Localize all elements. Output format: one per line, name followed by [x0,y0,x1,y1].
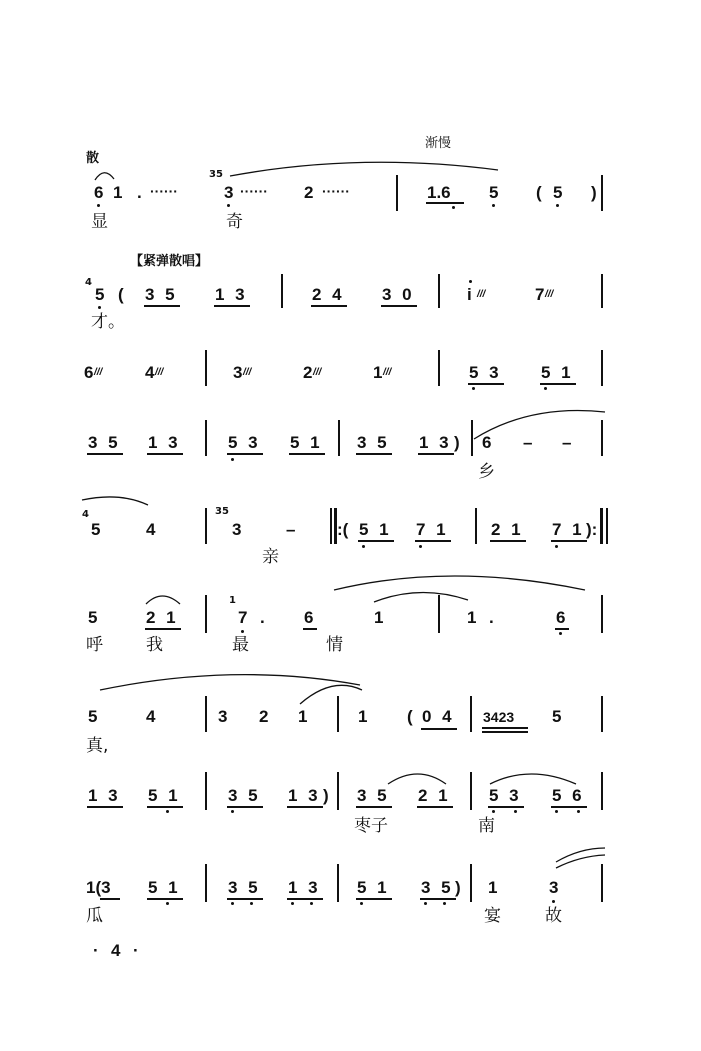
underline [420,898,456,900]
underline [147,806,183,808]
underline [100,898,120,900]
barline [470,864,472,902]
note: 3 [549,878,559,897]
note-group: 5 1 [357,878,387,897]
slur [556,848,605,862]
note: 5 [553,183,563,202]
lyric: 呼 [86,635,103,655]
barline [601,595,603,633]
slur [82,497,148,505]
note: 1 [467,608,477,627]
slur [100,675,360,690]
note: 7 [238,608,248,627]
note: i [467,285,472,304]
lyric: 故 [545,906,562,926]
low-dot [443,902,446,905]
tremolo-mark: /// [477,289,486,300]
note: 3 [218,707,228,726]
low-dot [97,204,100,207]
low-dot [544,387,547,390]
note-group: 3 5 [228,786,258,805]
note: 3 [224,183,234,202]
note-group: 3 0 [382,285,412,304]
underline [551,806,587,808]
lyric: 宴 [484,906,501,926]
barline [470,772,472,810]
underline [415,540,451,542]
note: 6 [304,608,314,627]
note: 5 [88,608,98,627]
grace-note: 35 [215,506,229,517]
underline [287,806,323,808]
low-dot [291,902,294,905]
low-dot [514,810,517,813]
slur [300,685,362,704]
note-group: 5 1 [359,520,389,539]
underline [227,453,263,455]
underline [540,383,576,385]
tremolo-mark: /// [243,367,252,378]
note: 4 [145,363,155,382]
lyric: 瓜 [86,906,103,926]
note-group: 5 1 [148,786,178,805]
paren-close: ) [455,878,461,897]
underline [381,305,417,307]
low-dot [452,206,455,209]
fermata-dots: ······ [150,183,178,199]
low-dot [166,902,169,905]
low-dot [492,810,495,813]
note-group: 1 3 [148,433,178,452]
slur [556,855,605,868]
dash: – [523,433,533,452]
underline [418,453,454,455]
barline [601,864,603,902]
note-group: 1(3 [86,878,111,897]
underline [490,540,526,542]
note-group: 1 3 [288,878,318,897]
note: 4 [146,520,156,539]
low-dot [231,902,234,905]
low-dot [362,545,365,548]
note-group: 0 4 [422,707,452,726]
underline [551,540,587,542]
note: 6 [84,363,94,382]
low-dot [241,630,244,633]
note: 5 [95,285,105,304]
barline [601,350,603,386]
note: . [137,183,142,202]
barline [205,595,207,633]
note: 5 [489,183,499,202]
paren-close: ) [323,786,329,805]
barline [281,274,283,308]
barline [606,508,608,544]
barline [601,696,603,732]
lyric: 我 [146,635,163,655]
lyric: 枣子 [354,816,388,836]
underline [421,728,457,730]
low-dot [419,545,422,548]
note-group: 3 5 [145,285,175,304]
note: 7 [535,285,545,304]
barline [205,350,207,386]
underline [356,453,392,455]
tempo-mark-jianman: 渐慢 [425,136,452,151]
lyric: 真, [86,736,109,756]
tremolo-mark: /// [94,367,103,378]
grace-note: 1 [229,595,236,606]
underline [147,898,183,900]
note: 3 [232,520,242,539]
low-dot [424,902,427,905]
barline-thick [600,508,603,544]
page-number-dot: · [93,941,99,960]
note: 5 [552,707,562,726]
note-group: 2 1 [146,608,176,627]
barline [205,772,207,810]
barline-thick [334,508,337,544]
high-dot [469,280,472,283]
barline [330,508,332,544]
note: 5 [91,520,101,539]
low-dot [555,545,558,548]
lyric: 情 [326,635,343,655]
grace-note: 4 [82,509,89,520]
page-number-dot: · [133,941,139,960]
note: . [260,608,265,627]
note: 1 [298,707,308,726]
low-dot [360,902,363,905]
underline [356,898,392,900]
barline [337,696,339,732]
underline [214,305,250,307]
note: 2 [259,707,269,726]
underline [289,453,325,455]
barline [601,420,603,456]
barline [438,350,440,386]
note-group: 5 1 [541,363,571,382]
note-group: 5 3 [228,433,258,452]
underline [227,898,263,900]
low-dot [98,306,101,309]
paren-open: ( [118,285,124,304]
underline [311,305,347,307]
barline [601,175,603,211]
tremolo-mark: /// [313,367,322,378]
low-dot [166,810,169,813]
dash: – [286,520,296,539]
paren-close: ) [591,183,597,202]
underline [303,628,317,630]
underline [147,453,183,455]
low-dot [556,204,559,207]
note-group: 5 6 [552,786,582,805]
note-group: 7 1 [416,520,446,539]
repeat-close: ): [586,520,598,539]
slur [334,576,585,590]
low-dot [492,204,495,207]
sanban-mark: 散 [86,151,100,166]
note-group: 2 1 [418,786,448,805]
note: 3 [233,363,243,382]
low-dot [472,387,475,390]
note-group: 3 5 [88,433,118,452]
note-group: 1 3 [215,285,245,304]
grace-note: 35 [209,169,223,180]
note-group: 2 1 [491,520,521,539]
barline [205,864,207,902]
low-dot [227,204,230,207]
slur [95,173,114,180]
paren-open: ( [407,707,413,726]
note-group: 3 5 [421,878,451,897]
barline [475,508,477,544]
barline [601,274,603,308]
page-number: 4 [111,941,121,960]
note: 6 [94,183,104,202]
lyric: 才。 [91,312,125,332]
low-dot [552,900,555,903]
lyric: 显 [91,212,108,232]
underline [482,727,528,729]
underline [488,806,524,808]
section-title: 【紧弹散唱】 [130,254,209,269]
underline [87,453,123,455]
underline [482,731,528,733]
underline [287,898,323,900]
barline [338,420,340,456]
underline [426,202,464,204]
slur [474,411,605,439]
slur [490,774,576,784]
note-group: 5 3 [489,786,519,805]
barline [337,864,339,902]
note-group: 5 3 [469,363,499,382]
note: 2 [303,363,313,382]
barline [205,696,207,732]
slur [146,596,180,604]
low-dot [310,902,313,905]
note: 6 [482,433,492,452]
fermata-dots: ······ [322,183,350,199]
underline [555,628,569,630]
barline [396,175,398,211]
note: 1 [488,878,498,897]
underline [144,305,180,307]
note: 1 [373,363,383,382]
note-group: 2 4 [312,285,342,304]
dash: – [562,433,572,452]
note: 6 [556,608,566,627]
fermata-dots: ······ [240,183,268,199]
note-group: 3 5 [357,433,387,452]
barline [438,274,440,308]
tremolo-mark: /// [383,367,392,378]
low-dot [559,632,562,635]
slur [374,592,468,602]
note: 1 [374,608,384,627]
low-dot [231,458,234,461]
note-group: 5 1 [290,433,320,452]
lyric: 奇 [226,212,243,232]
barline [205,420,207,456]
lyric: 乡 [478,462,495,482]
underline [468,383,504,385]
barline [438,595,440,633]
lyric: 亲 [262,547,279,567]
low-dot [250,902,253,905]
barline [205,508,207,544]
tremolo-mark: /// [155,367,164,378]
note: 2 [304,183,314,202]
note: 1 [113,183,123,202]
low-dot [231,810,234,813]
paren-close: ) [454,433,460,452]
note-group: 1 3 [88,786,118,805]
low-dot [577,810,580,813]
note-group: 3 5 [228,878,258,897]
underline [417,806,453,808]
low-dot [555,810,558,813]
underline [358,540,394,542]
note: 4 [146,707,156,726]
note: 5 [88,707,98,726]
note: 1 [358,707,368,726]
note: . [489,608,494,627]
barline [471,420,473,456]
barline [337,772,339,810]
note-group: 7 1 [552,520,582,539]
tremolo-mark: /// [545,289,554,300]
repeat-open: :( [337,520,349,539]
barline [601,772,603,810]
note-group: 1.6 [427,183,451,202]
note-group: 1 3 [288,786,318,805]
slur [230,162,498,176]
underline [227,806,263,808]
slur [388,774,446,784]
note-group: 3423 [483,709,515,725]
underline [87,806,123,808]
lyric: 最 [232,635,249,655]
note-group: 1 3 [419,433,449,452]
underline [145,628,181,630]
note-group: 3 5 [357,786,387,805]
lyric: 南 [478,816,495,836]
underline [356,806,392,808]
grace-note: 4 [85,277,92,288]
barline [470,696,472,732]
note-group: 5 1 [148,878,178,897]
paren-open: ( [536,183,542,202]
